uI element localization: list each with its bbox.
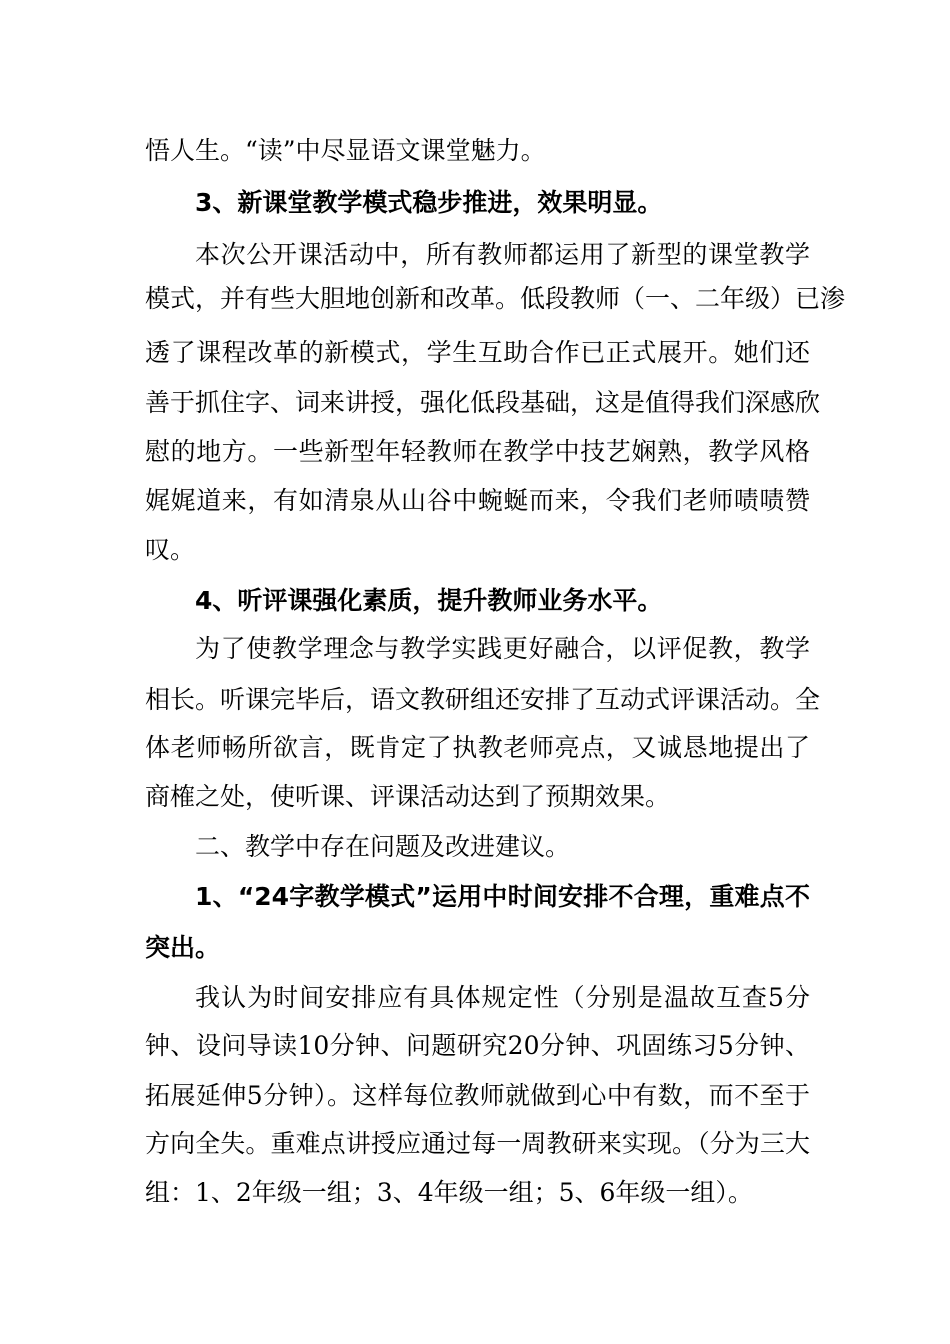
paragraph-line: 悟人生。“读”中尽显语文课堂魅力。 [145,136,546,165]
paragraph-line: 商榷之处，使听课、评课活动达到了预期效果。 [145,782,671,811]
paragraph-line: 善于抓住字、词来讲授，强化低段基础，这是值得我们深感欣 [145,388,821,417]
paragraph-line: 体老师畅所欲言，既肯定了执教老师亮点，又诚恳地提出了 [145,733,810,762]
paragraph-line: 我认为时间安排应有具体规定性（分别是温故互查5分 [195,983,810,1012]
paragraph-line: 娓娓道来，有如清泉从山谷中蜿蜒而来，令我们老师啧啧赞 [145,486,810,515]
paragraph-line: 为了使教学理念与教学实践更好融合，以评促教，教学 [195,634,810,663]
paragraph-line: 慰的地方。一些新型年轻教师在教学中技艺娴熟，教学风格 [145,437,810,466]
paragraph-line: 本次公开课活动中，所有教师都运用了新型的课堂教学 [195,240,810,269]
paragraph-line: 组：1、2年级一组；3、4年级一组；5、6年级一组）。 [145,1178,753,1207]
section-heading: 突出。 [145,933,221,962]
paragraph-line: 方向全失。重难点讲授应通过每一周教研来实现。（分为三大 [145,1129,810,1158]
paragraph-line: 模式，并有些大胆地创新和改革。低段教师（一、二年级）已渗 [145,284,846,313]
paragraph-line: 拓展延伸5分钟）。这样每位教师就做到心中有数，而不至于 [145,1081,810,1110]
paragraph-line: 相长。听课完毕后，语文教研组还安排了互动式评课活动。全 [145,685,821,714]
section-heading: 3、新课堂教学模式稳步推进，效果明显。 [195,188,663,217]
paragraph-line: 叹。 [145,535,196,564]
section-heading: 二、教学中存在问题及改进建议。 [195,832,571,861]
paragraph-line: 透了课程改革的新模式，学生互助合作已正式展开。她们还 [145,338,810,367]
paragraph-line: 钟、设问导读10分钟、问题研究20分钟、巩固练习5分钟、 [145,1031,810,1060]
section-heading: 1、“24字教学模式”运用中时间安排不合理，重难点不 [195,882,810,911]
section-heading: 4、听评课强化素质，提升教师业务水平。 [195,586,663,615]
